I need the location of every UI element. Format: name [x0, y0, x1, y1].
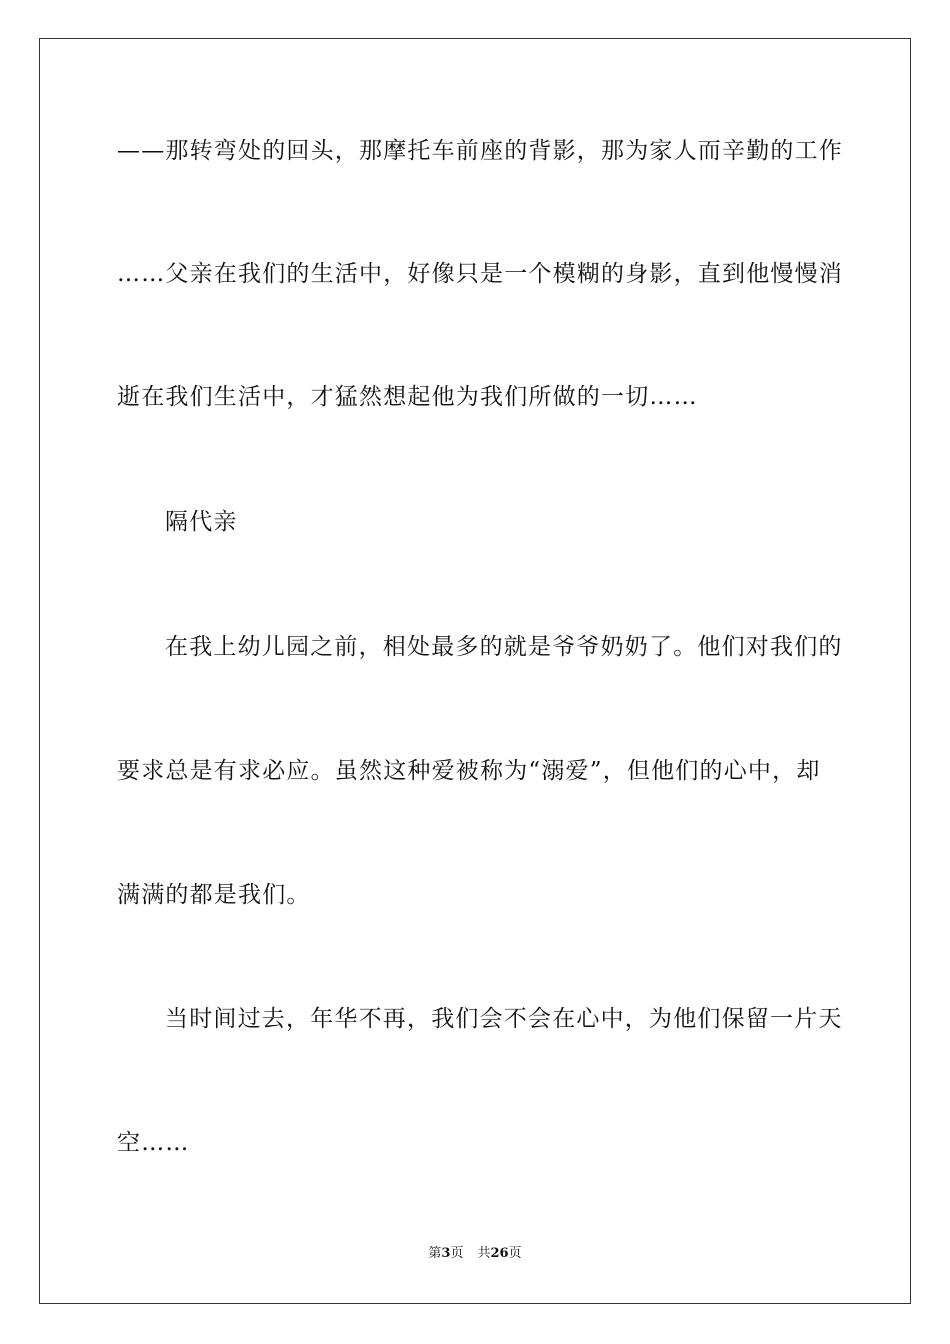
- text-line-8: 当时间过去，年华不再，我们会不会在心中，为他们保留一片天: [165, 1006, 843, 1032]
- text-line-1: ——那转弯处的回头，那摩托车前座的背影，那为家人而辛勤的工作: [117, 138, 843, 164]
- total-suffix: 页: [508, 1246, 522, 1261]
- text-line-7: 满满的都是我们。: [117, 882, 311, 908]
- section-heading: 隔代亲: [165, 509, 238, 535]
- total-prefix: 共: [477, 1246, 491, 1261]
- text-line-5: 在我上幼儿园之前，相处最多的就是爷爷奶奶了。他们对我们的: [165, 634, 843, 660]
- text-line-2: ……父亲在我们的生活中，好像只是一个模糊的身影，直到他慢慢消: [117, 261, 843, 287]
- page-footer: [0, 1245, 950, 1263]
- total-pages: 26: [490, 1246, 509, 1261]
- text-line-3: 逝在我们生活中，才猛然想起他为我们所做的一切……: [117, 384, 698, 410]
- text-line-6: 要求总是有求必应。虽然这种爱被称为“溺爱”，但他们的心中，却: [117, 758, 821, 784]
- page-number: 3: [441, 1246, 451, 1261]
- page-prefix: 第: [428, 1246, 442, 1261]
- page-border: [39, 38, 911, 1304]
- page-suffix: 页: [450, 1246, 464, 1261]
- text-line-9: 空……: [117, 1130, 190, 1156]
